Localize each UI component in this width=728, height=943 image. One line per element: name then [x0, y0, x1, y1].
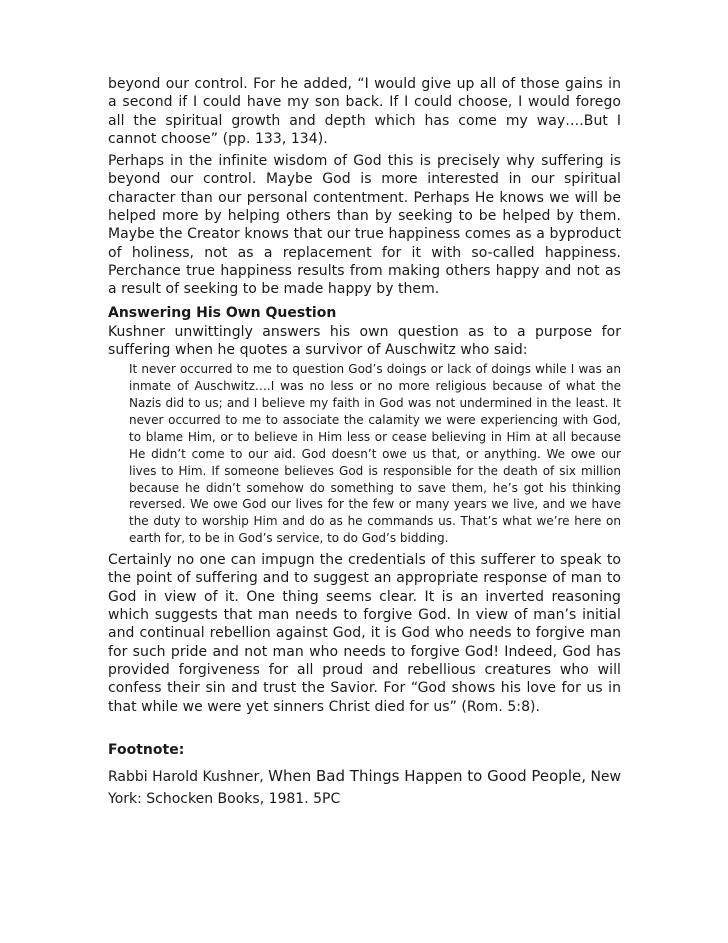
footnote-label: Footnote:: [108, 741, 185, 758]
spacer: [108, 716, 621, 739]
paragraph-kushner-quote-intro: Kushner unwittingly answers his own question as to a purpose for suffering when he quotes a survivor of Auschwitz who said:: [108, 323, 621, 358]
footnote-publisher: New York: Schocken Books, 1981. 5PC: [108, 768, 621, 807]
block-quote-auschwitz-survivor: It never occurred to me to question God’s doings or lack of doings while I was an inmate of Auschwitz….I was no less or no more religious because of what the Nazis did to us; and I believe my faith in God was not undermined in the least. It never occurred to me to associate the calamity we were experiencing with God, to blame Him, or to believe in Him less or cease believing in Him at all because He didn’t come to our aid. God doesn’t owe us that, or anything. We owe our lives to Him. If someone believes God is responsible for the death of six million because he didn’t somehow do something to save them, he’s got his thinking reversed. We owe God our lives for the few or many years we live, and we have the duty to worship Him and do as he commands us. That’s what we’re here on earth for, to be in God’s service, to do God’s bidding.: [129, 362, 621, 546]
paragraph-conclusion: Certainly no one can impugn the credentials of this sufferer to speak to the point of suffering and to suggest an appropriate response of man to God in view of it. One thing seems clear. It is an inverted reasoning which suggests that man needs to forgive God. In view of man’s initial and continual rebellion against God, it is God who needs to forgive man for such pride and not man who needs to forgive God! Indeed, God has provided forgiveness for all proud and rebellious creatures who will confess their sin and trust the Savior. For “God shows his love for us in that while we were yet sinners Christ died for us” (Rom. 5:8).: [108, 552, 621, 715]
paragraph-divine-wisdom: Perhaps in the infinite wisdom of God this is precisely why suffering is beyond our control. Maybe God is more interested in our spiritual character than our personal contentment. Perhaps He knows we will be helped more by helping others than by seeking to be helped by them. Maybe the Creator knows that our true happiness comes as a byproduct of holiness, not as a replacement for it with so-called happiness. Perchance true happiness results from making others happy and not as a result of seeking to be made happy by them.: [108, 153, 621, 298]
footnote-book-title: When Bad Things Happen to Good People,: [268, 766, 586, 785]
document-page: [108, 75, 621, 810]
paragraph-continuation: beyond our control. For he added, “I would give up all of those gains in a second if I could have my son back. If I could choose, I would forego all the spiritual growth and depth which has come my way….But I cannot choose” (pp. 133, 134).: [108, 76, 621, 147]
footnote-citation: [108, 765, 621, 810]
section-heading: Answering His Own Question: [108, 304, 337, 321]
footnote-author: Rabbi Harold Kushner,: [108, 768, 269, 785]
